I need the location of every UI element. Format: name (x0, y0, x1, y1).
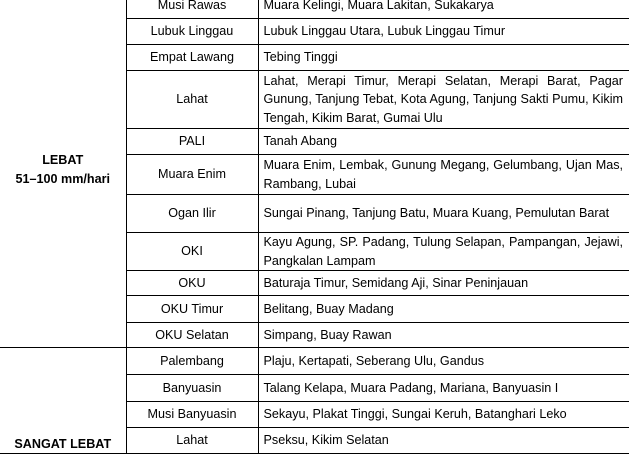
districts-cell: Tebing Tinggi (258, 45, 629, 71)
region-cell: Lubuk Linggau (126, 19, 258, 45)
districts-cell: Talang Kelapa, Muara Padang, Mariana, Banyuasin I (258, 375, 629, 402)
region-cell: OKU Timur (126, 296, 258, 323)
districts-cell: Belitang, Buay Madang (258, 296, 629, 323)
region-cell: Muara Enim (126, 155, 258, 195)
districts-cell: Lubuk Linggau Utara, Lubuk Linggau Timur (258, 19, 629, 45)
region-cell: Lahat (126, 428, 258, 454)
table-row (0, 0, 629, 19)
region-cell: Musi Rawas (126, 0, 258, 19)
region-cell: Empat Lawang (126, 45, 258, 71)
table-row (0, 348, 629, 375)
districts-cell: Plaju, Kertapati, Seberang Ulu, Gandus (258, 348, 629, 375)
region-cell: OKU Selatan (126, 323, 258, 348)
category-cell-sangat-lebat (0, 348, 126, 454)
districts-cell: Simpang, Buay Rawan (258, 323, 629, 348)
region-cell: Ogan Ilir (126, 195, 258, 233)
region-cell: Palembang (126, 348, 258, 375)
districts-cell: Tanah Abang (258, 129, 629, 155)
region-cell: OKI (126, 233, 258, 271)
districts-cell: Kayu Agung, SP. Padang, Tulung Selapan, Pampangan, Jejawi, Pangkalan Lampam (258, 233, 629, 271)
districts-cell: Pseksu, Kikim Selatan (258, 428, 629, 454)
districts-cell: Sungai Pinang, Tanjung Batu, Muara Kuang, Pemulutan Barat (258, 195, 629, 233)
districts-cell: Sekayu, Plakat Tinggi, Sungai Keruh, Batanghari Leko (258, 402, 629, 428)
category-cell-lebat (0, 0, 126, 348)
category-name: SANGAT LEBAT (14, 436, 112, 451)
region-cell: Lahat (126, 71, 258, 129)
category-range: 51–100 mm/hari (15, 171, 110, 186)
districts-cell: Muara Enim, Lembak, Gunung Megang, Gelumbang, Ujan Mas, Rambang, Lubai (258, 155, 629, 195)
districts-cell: Lahat, Merapi Timur, Merapi Selatan, Merapi Barat, Pagar Gunung, Tanjung Tebat, Kota Agung, Tanjung Sakti Pumu, Kikim Tengah, Kikim Barat, Gumai Ulu (258, 71, 629, 129)
region-cell: Musi Banyuasin (126, 402, 258, 428)
region-cell: Banyuasin (126, 375, 258, 402)
region-cell: PALI (126, 129, 258, 155)
category-name: LEBAT (42, 153, 84, 167)
districts-cell: Baturaja Timur, Semidang Aji, Sinar Peninjauan (258, 271, 629, 296)
districts-cell: Muara Kelingi, Muara Lakitan, Sukakarya (258, 0, 629, 19)
region-cell: OKU (126, 271, 258, 296)
